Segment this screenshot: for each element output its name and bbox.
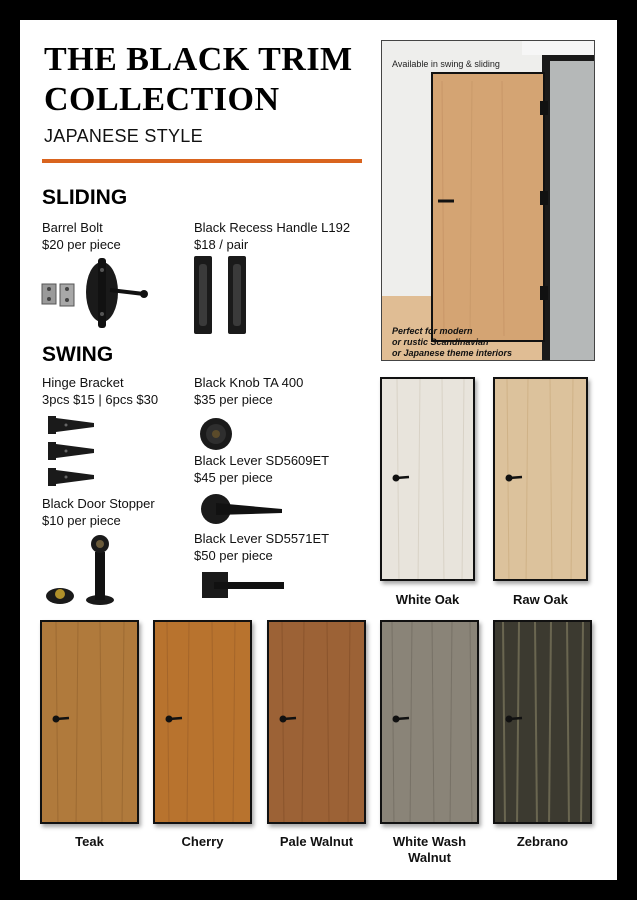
finish-swatch-white-oak — [380, 377, 475, 581]
section-heading-swing: SWING — [42, 343, 114, 366]
finish-fill — [269, 622, 366, 824]
section-heading-sliding: SLIDING — [42, 186, 128, 209]
product-price: $10 per piece — [42, 513, 121, 528]
product-name: Barrel Bolt — [42, 220, 103, 235]
page-title — [44, 40, 353, 120]
finish-label: Zebrano — [516, 834, 569, 849]
product-name: Black Lever SD5609ET — [194, 453, 330, 468]
product-knob — [194, 374, 303, 408]
product-price: $45 per piece — [194, 470, 273, 485]
product-price: $20 per piece — [42, 237, 121, 252]
finish-label: White Oak — [395, 592, 460, 607]
photo-note — [392, 326, 512, 359]
title-line-2: COLLECTION — [44, 81, 280, 118]
title-line-1: THE BLACK TRIM — [44, 41, 353, 78]
barrel-bolt-icon — [40, 256, 152, 332]
photo-note-line: or rustic Scandinavian — [392, 337, 489, 347]
door-photo-illustration — [382, 41, 595, 361]
finish-fill — [495, 379, 588, 581]
product-name: Black Recess Handle L192 — [194, 220, 351, 235]
door-photo — [381, 40, 595, 361]
product-lever-sd5609et — [194, 452, 329, 486]
photo-note-line: Perfect for modern — [392, 326, 473, 336]
finish-label: Pale Walnut — [279, 834, 354, 849]
finish-fill — [495, 622, 592, 824]
finish-swatch-pale-walnut — [267, 620, 366, 824]
product-price: $50 per piece — [194, 548, 273, 563]
hinge-icon — [46, 414, 98, 488]
finish-label: Teak — [75, 834, 104, 849]
finish-fill — [382, 379, 475, 581]
product-name: Black Door Stopper — [42, 496, 155, 511]
product-barrel-bolt — [42, 219, 121, 253]
knob-icon — [198, 414, 238, 454]
square-lever-icon — [200, 568, 286, 602]
product-price: $35 per piece — [194, 392, 273, 407]
finish-fill — [155, 622, 252, 824]
product-lever-sd5571et — [194, 530, 329, 564]
finish-swatch-white-wash-walnut — [380, 620, 479, 824]
finish-swatch-cherry — [153, 620, 252, 824]
finish-swatch-teak — [40, 620, 139, 824]
page-subtitle: JAPANESE STYLE — [44, 126, 203, 146]
product-door-stopper — [42, 495, 155, 529]
product-recess-handle — [194, 219, 350, 253]
finish-fill — [42, 622, 139, 824]
product-name: Black Lever SD5571ET — [194, 531, 330, 546]
product-name: Hinge Bracket — [42, 375, 124, 390]
finish-fill — [382, 622, 479, 824]
door-stopper-icon — [44, 534, 134, 606]
product-price: $18 / pair — [194, 237, 249, 252]
finish-label: Cherry — [181, 834, 224, 849]
recess-handle-icon — [192, 254, 252, 336]
photo-caption: Available in swing & sliding — [392, 59, 500, 69]
photo-note-line: or Japanese theme interiors — [392, 348, 513, 358]
accent-divider — [42, 159, 362, 163]
product-name: Black Knob TA 400 — [194, 375, 304, 390]
product-hinge-bracket — [42, 374, 158, 408]
finish-swatch-zebrano — [493, 620, 592, 824]
lever-icon — [198, 491, 286, 527]
catalog-sheet — [20, 20, 617, 880]
finish-swatch-raw-oak — [493, 377, 588, 581]
product-price: 3pcs $15 | 6pcs $30 — [42, 392, 159, 407]
finish-label: White Wash Walnut — [392, 834, 467, 865]
finish-label: Raw Oak — [513, 592, 568, 607]
